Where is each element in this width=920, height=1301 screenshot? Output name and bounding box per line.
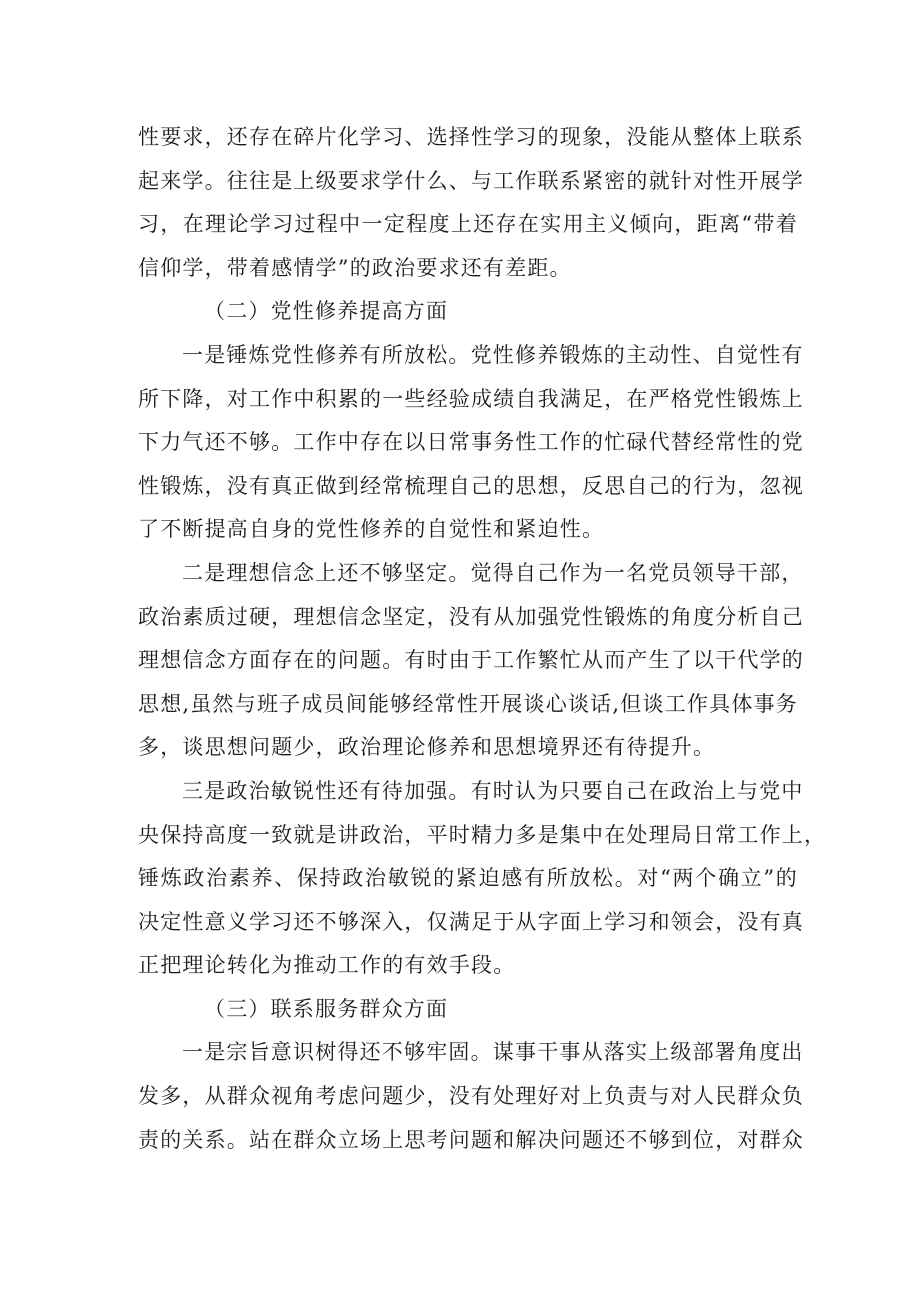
text-line: 思想,虽然与班子成员间能够经常性开展谈心谈话,但谈工作具体事务 [138, 691, 798, 716]
section-heading: （三）联系服务群众方面 [204, 996, 449, 1021]
paragraph-first-line: 一是锤炼党性修养有所放松。党性修养锻炼的主动性、自觉性有 [182, 342, 804, 367]
text-line: 正把理论转化为推动工作的有效手段。 [138, 953, 516, 978]
paragraph-first-line: 一是宗旨意识树得还不够牢固。谋事干事从落实上级部署角度出 [182, 1040, 804, 1065]
document-page [138, 116, 827, 1162]
text-line: 发多，从群众视角考虑问题少，没有处理好对上负责与对人民群众负 [138, 1084, 804, 1109]
text-line: 性锻炼，没有真正做到经常梳理自己的思想，反思自己的行为，忽视 [138, 473, 804, 498]
text-line: 性要求，还存在碎片化学习、选择性学习的现象，没能从整体上联系 [138, 125, 804, 149]
text-line: 决定性意义学习还不够深入，仅满足于从字面上学习和领会，没有真 [138, 909, 804, 934]
text-line: 起来学。往往是上级要求学什么、与工作联系紧密的就针对性开展学 [138, 168, 804, 193]
paragraph-first-line: 三是政治敏锐性还有待加强。有时认为只要自己在政治上与党中 [182, 778, 804, 803]
text-line: 下力气还不够。工作中存在以日常事务性工作的忙碌代替经常性的党 [138, 430, 804, 455]
paragraph-first-line: 二是理想信念上还不够坚定。觉得自己作为一名党员领导干部， [182, 560, 804, 585]
text-line: 信仰学，带着感情学”的政治要求还有差距。 [138, 255, 572, 280]
text-line: 多，谈思想问题少，政治理论修养和思想境界还有待提升。 [138, 735, 716, 760]
text-line: 政治素质过硬，理想信念坚定，没有从加强党性锻炼的角度分析自己 [138, 604, 804, 629]
text-line: 习，在理论学习过程中一定程度上还存在实用主义倾向，距离“带着 [138, 212, 798, 237]
text-line: 锤炼政治素养、保持政治敏锐的紧迫感有所放松。对“两个确立”的 [138, 866, 798, 891]
text-line: 了不断提高自身的党性修养的自觉性和紧迫性。 [138, 517, 605, 542]
text-line: 央保持高度一致就是讲政治，平时精力多是集中在处理局日常工作上， [138, 822, 827, 847]
text-line: 责的关系。站在群众立场上思考问题和解决问题还不够到位，对群众 [138, 1127, 804, 1152]
text-line: 理想信念方面存在的问题。有时由于工作繁忙从而产生了以干代学的 [138, 648, 804, 673]
text-line: 所下降，对工作中积累的一些经验成绩自我满足，在严格党性锻炼上 [138, 386, 804, 411]
section-heading: （二）党性修养提高方面 [204, 299, 449, 324]
